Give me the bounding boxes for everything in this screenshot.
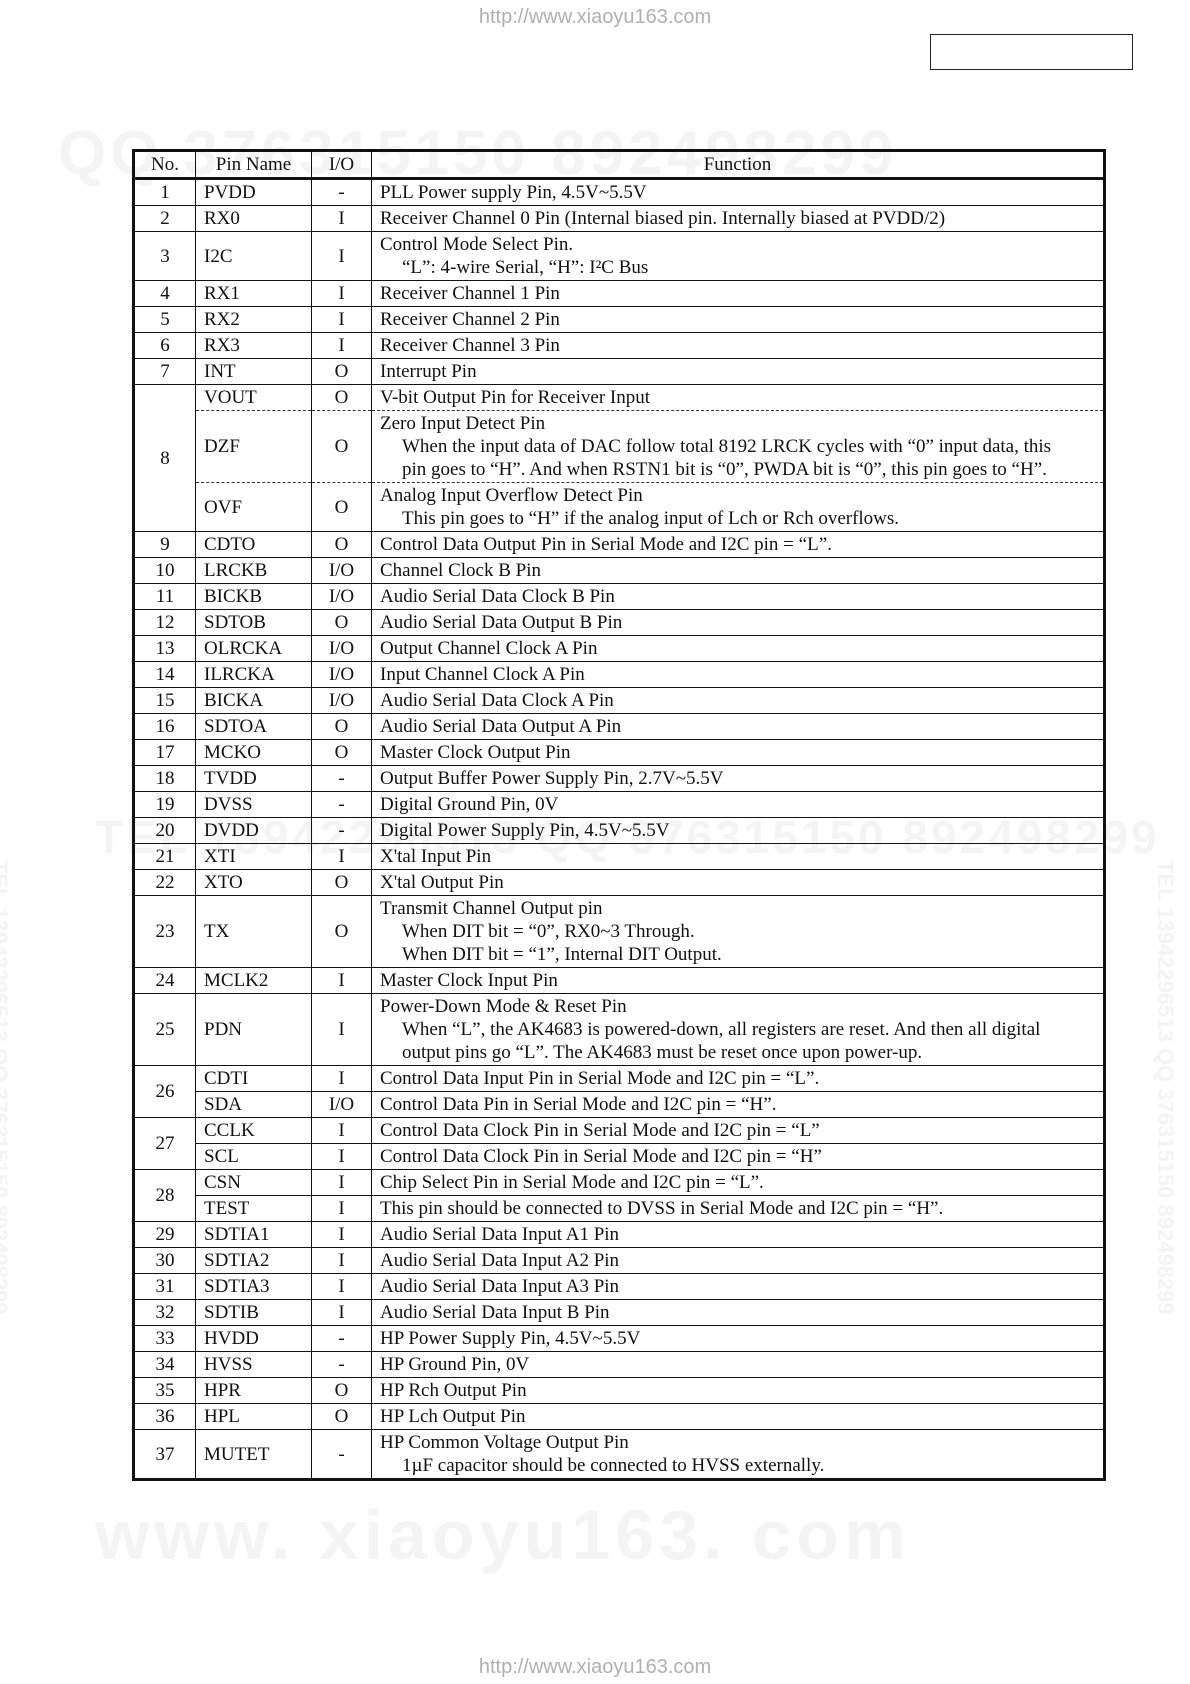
pin-number: 30 — [134, 1248, 196, 1274]
pin-name: ILRCKA — [196, 662, 312, 688]
function-line: Control Data Input Pin in Serial Mode and I2C pin = “L”. — [380, 1068, 820, 1089]
function-line: When “L”, the AK4683 is powered-down, all registers are reset. And then all digital — [402, 1019, 1041, 1040]
pin-name: SDTIB — [196, 1300, 312, 1326]
table-row — [134, 179, 1105, 206]
pin-name: INT — [196, 359, 312, 385]
pin-number: 22 — [134, 870, 196, 896]
pin-io: - — [312, 1352, 372, 1378]
pin-name: LRCKB — [196, 558, 312, 584]
pin-function — [372, 232, 1105, 281]
pin-number: 14 — [134, 662, 196, 688]
pin-number: 18 — [134, 766, 196, 792]
pin-number: 15 — [134, 688, 196, 714]
pin-function — [372, 968, 1105, 994]
pin-number: 10 — [134, 558, 196, 584]
header-io: I/O — [312, 151, 372, 179]
pin-name: HVSS — [196, 1352, 312, 1378]
pin-name: BICKA — [196, 688, 312, 714]
table-row — [134, 411, 1105, 483]
pin-io: I — [312, 1118, 372, 1144]
function-line: Audio Serial Data Clock B Pin — [380, 586, 615, 607]
function-line: 1µF capacitor should be connected to HVSS externally. — [402, 1455, 825, 1476]
function-line: Receiver Channel 0 Pin (Internal biased pin. Internally biased at PVDD/2) — [380, 208, 946, 229]
function-line: Receiver Channel 2 Pin — [380, 309, 560, 330]
table-row — [134, 307, 1105, 333]
function-line: Power-Down Mode & Reset Pin — [380, 996, 627, 1017]
pin-number: 13 — [134, 636, 196, 662]
table-row — [134, 610, 1105, 636]
function-line: Receiver Channel 1 Pin — [380, 283, 560, 304]
function-line: Interrupt Pin — [380, 361, 477, 382]
pin-number: 1 — [134, 179, 196, 206]
pin-function — [372, 1404, 1105, 1430]
function-line: Audio Serial Data Input A3 Pin — [380, 1276, 620, 1297]
source-url-top[interactable]: http://www.xiaoyu163.com — [478, 6, 712, 28]
pin-name: SDTOB — [196, 610, 312, 636]
function-line: When DIT bit = “0”, RX0~3 Through. — [402, 921, 695, 942]
watermark-side-right — [1152, 860, 1178, 1315]
pin-io: I — [312, 307, 372, 333]
pin-io: O — [312, 411, 372, 483]
pin-function — [372, 1196, 1105, 1222]
function-line: Zero Input Detect Pin — [380, 413, 546, 434]
function-line: Channel Clock B Pin — [380, 560, 541, 581]
table-row — [134, 359, 1105, 385]
pin-function — [372, 870, 1105, 896]
pin-name: TEST — [196, 1196, 312, 1222]
table-row — [134, 1092, 1105, 1118]
pin-name: HPR — [196, 1378, 312, 1404]
pin-function — [372, 688, 1105, 714]
function-line: Output Channel Clock A Pin — [380, 638, 598, 659]
pin-number: 28 — [134, 1170, 196, 1222]
pin-function — [372, 844, 1105, 870]
watermark-side-left — [0, 860, 12, 1315]
pin-number: 27 — [134, 1118, 196, 1170]
pin-name: SDTOA — [196, 714, 312, 740]
pin-function — [372, 1274, 1105, 1300]
pin-number: 7 — [134, 359, 196, 385]
function-line: Master Clock Input Pin — [380, 970, 558, 991]
table-row — [134, 1274, 1105, 1300]
pin-name: CCLK — [196, 1118, 312, 1144]
table-header-row — [134, 151, 1105, 179]
function-line: Audio Serial Data Input A2 Pin — [380, 1250, 620, 1271]
table-row — [134, 558, 1105, 584]
pin-function — [372, 994, 1105, 1066]
pin-function — [372, 281, 1105, 307]
table-row — [134, 385, 1105, 411]
pin-function — [372, 1118, 1105, 1144]
pin-name: DZF — [196, 411, 312, 483]
pin-name: OVF — [196, 483, 312, 532]
pin-function-table — [132, 149, 1106, 1481]
table-row — [134, 636, 1105, 662]
table-row — [134, 206, 1105, 232]
pin-number: 35 — [134, 1378, 196, 1404]
pin-name: XTO — [196, 870, 312, 896]
pin-function — [372, 1222, 1105, 1248]
table-row — [134, 1248, 1105, 1274]
table-row — [134, 688, 1105, 714]
pin-function — [372, 610, 1105, 636]
pin-io: O — [312, 359, 372, 385]
function-line: HP Power Supply Pin, 4.5V~5.5V — [380, 1328, 641, 1349]
pin-io: I/O — [312, 688, 372, 714]
function-line: HP Lch Output Pin — [380, 1406, 526, 1427]
function-line: Audio Serial Data Input B Pin — [380, 1302, 610, 1323]
pin-io: - — [312, 179, 372, 206]
pin-io: I/O — [312, 636, 372, 662]
pin-io: I — [312, 994, 372, 1066]
pin-io: - — [312, 1430, 372, 1480]
pin-name: SDTIA1 — [196, 1222, 312, 1248]
pin-name: MCLK2 — [196, 968, 312, 994]
pin-number: 29 — [134, 1222, 196, 1248]
table-row — [134, 662, 1105, 688]
pin-name: SCL — [196, 1144, 312, 1170]
pin-number: 26 — [134, 1066, 196, 1118]
table-row — [134, 714, 1105, 740]
table-row — [134, 584, 1105, 610]
pin-io: I — [312, 232, 372, 281]
pin-name: TX — [196, 896, 312, 968]
pin-function — [372, 359, 1105, 385]
function-line: Transmit Channel Output pin — [380, 898, 603, 919]
pin-name: SDTIA3 — [196, 1274, 312, 1300]
function-line: V-bit Output Pin for Receiver Input — [380, 387, 651, 408]
table-row — [134, 1404, 1105, 1430]
function-line: Master Clock Output Pin — [380, 742, 571, 763]
pin-number: 3 — [134, 232, 196, 281]
pin-name: MCKO — [196, 740, 312, 766]
header-function: Function — [372, 151, 1105, 179]
table-row — [134, 766, 1105, 792]
pin-io: O — [312, 1404, 372, 1430]
pin-io: I — [312, 206, 372, 232]
pin-number: 37 — [134, 1430, 196, 1480]
pin-io: O — [312, 1378, 372, 1404]
pin-io: I/O — [312, 662, 372, 688]
pin-io: O — [312, 385, 372, 411]
table-row — [134, 870, 1105, 896]
function-line: Audio Serial Data Output A Pin — [380, 716, 622, 737]
function-line: X'tal Input Pin — [380, 846, 492, 867]
function-line: Analog Input Overflow Detect Pin — [380, 485, 643, 506]
pin-io: I — [312, 968, 372, 994]
function-line: Audio Serial Data Input A1 Pin — [380, 1224, 620, 1245]
function-line: HP Rch Output Pin — [380, 1380, 527, 1401]
pin-name: XTI — [196, 844, 312, 870]
table-row — [134, 896, 1105, 968]
function-line: Control Data Output Pin in Serial Mode and I2C pin = “L”. — [380, 534, 832, 555]
pin-function — [372, 896, 1105, 968]
function-line: HP Common Voltage Output Pin — [380, 1432, 629, 1453]
pin-io: O — [312, 896, 372, 968]
table-row — [134, 1378, 1105, 1404]
pin-number: 36 — [134, 1404, 196, 1430]
table-row — [134, 1430, 1105, 1480]
pin-name: RX3 — [196, 333, 312, 359]
function-line: Control Data Clock Pin in Serial Mode and I2C pin = “H” — [380, 1146, 822, 1167]
source-url-bottom[interactable]: http://www.xiaoyu163.com — [478, 1656, 712, 1678]
pin-number: 12 — [134, 610, 196, 636]
pin-function — [372, 662, 1105, 688]
pin-name: RX0 — [196, 206, 312, 232]
pin-io: I — [312, 1248, 372, 1274]
function-line: PLL Power supply Pin, 4.5V~5.5V — [380, 182, 647, 203]
pin-io: I — [312, 1170, 372, 1196]
table-row — [134, 1300, 1105, 1326]
table-row — [134, 1144, 1105, 1170]
pin-function — [372, 411, 1105, 483]
pin-io: - — [312, 766, 372, 792]
pin-io: I — [312, 1274, 372, 1300]
table-row — [134, 281, 1105, 307]
pin-number: 23 — [134, 896, 196, 968]
pin-number: 19 — [134, 792, 196, 818]
table-row — [134, 994, 1105, 1066]
table-row — [134, 1222, 1105, 1248]
pin-name: VOUT — [196, 385, 312, 411]
function-line: This pin should be connected to DVSS in Serial Mode and I2C pin = “H”. — [380, 1198, 944, 1219]
pin-function — [372, 179, 1105, 206]
pin-io: I — [312, 1066, 372, 1092]
pin-name: SDA — [196, 1092, 312, 1118]
watermark-bottom — [95, 1495, 911, 1575]
pin-name: CSN — [196, 1170, 312, 1196]
function-line: HP Ground Pin, 0V — [380, 1354, 530, 1375]
pin-number: 4 — [134, 281, 196, 307]
pin-number: 32 — [134, 1300, 196, 1326]
pin-name: HPL — [196, 1404, 312, 1430]
pin-function — [372, 558, 1105, 584]
pin-io: I — [312, 1196, 372, 1222]
function-line: When the input data of DAC follow total 8192 LRCK cycles with “0” input data, this — [402, 436, 1052, 457]
pin-io: - — [312, 1326, 372, 1352]
pin-function — [372, 1170, 1105, 1196]
function-line: Digital Power Supply Pin, 4.5V~5.5V — [380, 820, 670, 841]
pin-function — [372, 1430, 1105, 1480]
table-row — [134, 1118, 1105, 1144]
table-row — [134, 532, 1105, 558]
table-row — [134, 792, 1105, 818]
function-line: Digital Ground Pin, 0V — [380, 794, 559, 815]
function-line: This pin goes to “H” if the analog input of Lch or Rch overflows. — [402, 508, 900, 529]
function-line: Chip Select Pin in Serial Mode and I2C pin = “L”. — [380, 1172, 764, 1193]
pin-function — [372, 740, 1105, 766]
function-line: Audio Serial Data Output B Pin — [380, 612, 623, 633]
function-line: Control Data Pin in Serial Mode and I2C pin = “H”. — [380, 1094, 777, 1115]
pin-function — [372, 584, 1105, 610]
pin-function — [372, 1066, 1105, 1092]
pin-io: I — [312, 281, 372, 307]
pin-function — [372, 532, 1105, 558]
function-line: Receiver Channel 3 Pin — [380, 335, 560, 356]
pin-function — [372, 1144, 1105, 1170]
pin-number: 25 — [134, 994, 196, 1066]
pin-name: MUTET — [196, 1430, 312, 1480]
function-line: Control Mode Select Pin. — [380, 234, 574, 255]
pin-number: 2 — [134, 206, 196, 232]
function-line: pin goes to “H”. And when RSTN1 bit is “0”, PWDA bit is “0”, this pin goes to “H”. — [402, 459, 1047, 480]
pin-io: I/O — [312, 1092, 372, 1118]
pin-io: I — [312, 333, 372, 359]
pin-io: - — [312, 792, 372, 818]
pin-name: PVDD — [196, 179, 312, 206]
pin-io: O — [312, 610, 372, 636]
header-no: No. — [134, 151, 196, 179]
function-line: Control Data Clock Pin in Serial Mode and I2C pin = “L” — [380, 1120, 820, 1141]
table-row — [134, 1196, 1105, 1222]
pin-function — [372, 1378, 1105, 1404]
function-line: When DIT bit = “1”, Internal DIT Output. — [402, 944, 722, 965]
pin-number: 20 — [134, 818, 196, 844]
pin-name: PDN — [196, 994, 312, 1066]
pin-number: 34 — [134, 1352, 196, 1378]
pin-name: CDTI — [196, 1066, 312, 1092]
pin-function — [372, 206, 1105, 232]
function-line: Audio Serial Data Clock A Pin — [380, 690, 614, 711]
pin-io: I — [312, 844, 372, 870]
pin-number: 16 — [134, 714, 196, 740]
pin-function — [372, 766, 1105, 792]
pin-name: DVSS — [196, 792, 312, 818]
table-row — [134, 818, 1105, 844]
pin-name: HVDD — [196, 1326, 312, 1352]
pin-function — [372, 1248, 1105, 1274]
pin-name: I2C — [196, 232, 312, 281]
pin-name: CDTO — [196, 532, 312, 558]
pin-io: I — [312, 1222, 372, 1248]
pin-function — [372, 483, 1105, 532]
pin-io: O — [312, 870, 372, 896]
function-line: “L”: 4-wire Serial, “H”: I²C Bus — [402, 257, 649, 278]
table-row — [134, 844, 1105, 870]
pin-function — [372, 1092, 1105, 1118]
pin-io: O — [312, 483, 372, 532]
pin-number: 11 — [134, 584, 196, 610]
pin-name: RX1 — [196, 281, 312, 307]
pin-io: I — [312, 1144, 372, 1170]
pin-function — [372, 714, 1105, 740]
pin-io: - — [312, 818, 372, 844]
pin-number: 21 — [134, 844, 196, 870]
function-line: output pins go “L”. The AK4683 must be reset once upon power-up. — [402, 1042, 923, 1063]
pin-function — [372, 1300, 1105, 1326]
pin-name: SDTIA2 — [196, 1248, 312, 1274]
pin-function — [372, 792, 1105, 818]
pin-name: TVDD — [196, 766, 312, 792]
pin-function — [372, 1352, 1105, 1378]
table-row — [134, 232, 1105, 281]
pin-function — [372, 818, 1105, 844]
table-row — [134, 1352, 1105, 1378]
table-row — [134, 1170, 1105, 1196]
table-row — [134, 740, 1105, 766]
pin-name: DVDD — [196, 818, 312, 844]
header-pin-name: Pin Name — [196, 151, 312, 179]
pin-name: RX2 — [196, 307, 312, 333]
function-line: Output Buffer Power Supply Pin, 2.7V~5.5V — [380, 768, 724, 789]
pin-io: O — [312, 532, 372, 558]
table-row — [134, 1066, 1105, 1092]
function-line: X'tal Output Pin — [380, 872, 504, 893]
pin-function — [372, 636, 1105, 662]
pin-io: I/O — [312, 558, 372, 584]
table-row — [134, 333, 1105, 359]
pin-io: I — [312, 1300, 372, 1326]
pin-function — [372, 333, 1105, 359]
table-row — [134, 1326, 1105, 1352]
pin-number: 8 — [134, 385, 196, 532]
pin-name: BICKB — [196, 584, 312, 610]
pin-number: 5 — [134, 307, 196, 333]
pin-number: 17 — [134, 740, 196, 766]
function-line: Input Channel Clock A Pin — [380, 664, 585, 685]
pin-function — [372, 1326, 1105, 1352]
pin-function — [372, 307, 1105, 333]
pin-number: 33 — [134, 1326, 196, 1352]
pin-function — [372, 385, 1105, 411]
pin-number: 24 — [134, 968, 196, 994]
table-row — [134, 968, 1105, 994]
pin-io: O — [312, 740, 372, 766]
pin-number: 31 — [134, 1274, 196, 1300]
page-label-box — [930, 34, 1133, 70]
pin-io: O — [312, 714, 372, 740]
table-row — [134, 483, 1105, 532]
pin-number: 6 — [134, 333, 196, 359]
pin-io: I/O — [312, 584, 372, 610]
pin-number: 9 — [134, 532, 196, 558]
pin-name: OLRCKA — [196, 636, 312, 662]
